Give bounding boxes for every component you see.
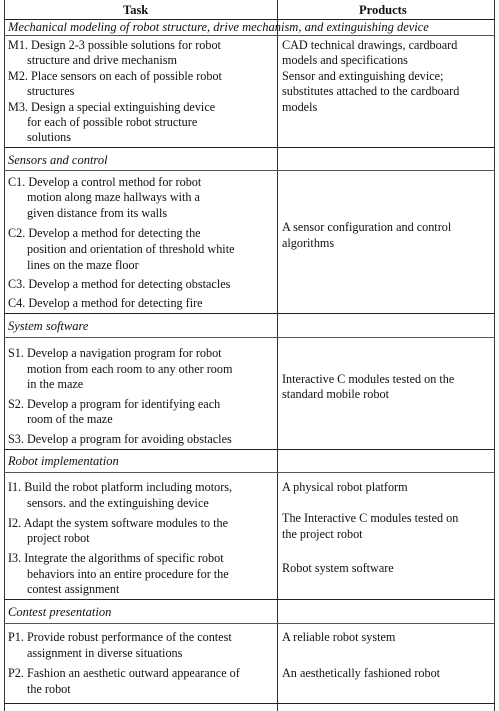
- task-line: C3. Develop a method for detecting obstacles: [8, 277, 231, 291]
- task-line: room of the maze: [27, 412, 113, 426]
- task-line: structure and drive mechanism: [27, 53, 177, 67]
- product-line: A sensor configuration and control: [282, 220, 452, 234]
- product-line: CAD technical drawings, cardboard: [282, 38, 458, 52]
- product-line: models: [282, 100, 318, 114]
- task-line: C1. Develop a control method for robot: [8, 175, 202, 189]
- product-line: Sensor and extinguishing device;: [282, 69, 444, 83]
- task-line: I3. Integrate the algorithms of specific robot: [8, 551, 224, 565]
- task-line: P1. Provide robust performance of the contest: [8, 630, 232, 644]
- product-line: substitutes attached to the cardboard: [282, 84, 460, 98]
- header-task: Task: [123, 3, 149, 17]
- column-divider: [277, 0, 278, 711]
- section-rule: [4, 449, 495, 450]
- task-line: C4. Develop a method for detecting fire: [8, 296, 203, 310]
- task-line: motion along maze hallways with a: [27, 190, 200, 204]
- section-rule: [4, 623, 495, 624]
- section-rule: [4, 337, 495, 338]
- task-line: S3. Develop a program for avoiding obstacles: [8, 432, 232, 446]
- product-line: The Interactive C modules tested on: [282, 511, 459, 525]
- product-line: the project robot: [282, 527, 363, 541]
- section-title: Mechanical modeling of robot structure, drive mechanism, and extinguishing device: [8, 20, 429, 34]
- task-line: M3. Design a special extinguishing device: [8, 100, 216, 114]
- task-line: S2. Develop a program for identifying each: [8, 397, 221, 411]
- task-line: I1. Build the robot platform including motors,: [8, 480, 233, 494]
- task-line: behaviors into an entire procedure for the: [27, 567, 229, 581]
- section-rule: [4, 147, 495, 148]
- task-line: structures: [27, 84, 75, 98]
- right-border: [494, 0, 495, 711]
- section-title: Sensors and control: [8, 153, 108, 167]
- task-line: in the maze: [27, 377, 84, 391]
- section-title: Robot implementation: [8, 454, 119, 468]
- product-line: A reliable robot system: [282, 630, 396, 644]
- product-line: algorithms: [282, 236, 335, 250]
- task-line: for each of possible robot structure: [27, 115, 198, 129]
- task-line: contest assignment: [27, 582, 120, 596]
- task-line: lines on the maze floor: [27, 258, 139, 272]
- section-title: System software: [8, 319, 89, 333]
- section-rule: [4, 599, 495, 600]
- section-rule: [4, 313, 495, 314]
- task-line: project robot: [27, 531, 90, 545]
- product-line: An aesthetically fashioned robot: [282, 666, 441, 680]
- section-rule: [4, 170, 495, 171]
- task-line: motion from each room to any other room: [27, 362, 233, 376]
- task-line: the robot: [27, 682, 71, 696]
- product-line: A physical robot platform: [282, 480, 408, 494]
- task-line: S1. Develop a navigation program for robot: [8, 346, 222, 360]
- task-line: C2. Develop a method for detecting the: [8, 226, 201, 240]
- task-line: given distance from its walls: [27, 206, 168, 220]
- task-line: solutions: [27, 130, 72, 144]
- left-border: [4, 0, 5, 711]
- task-line: I2. Adapt the system software modules to the: [8, 516, 229, 530]
- section-rule: [4, 472, 495, 473]
- header-products: Products: [359, 3, 407, 17]
- section-title: Contest presentation: [8, 605, 112, 619]
- product-line: standard mobile robot: [282, 387, 389, 401]
- task-line: position and orientation of threshold white: [27, 242, 235, 256]
- section-rule: [4, 35, 495, 36]
- task-line: assignment in diverse situations: [27, 646, 183, 660]
- task-line: sensors. and the extinguishing device: [27, 496, 209, 510]
- product-line: Interactive C modules tested on the: [282, 372, 455, 386]
- task-line: P2. Fashion an aesthetic outward appearance of: [8, 666, 240, 680]
- task-line: M1. Design 2-3 possible solutions for robot: [8, 38, 221, 52]
- product-line: models and specifications: [282, 53, 408, 67]
- table-bottom-rule: [4, 703, 495, 704]
- product-line: Robot system software: [282, 561, 394, 575]
- task-line: M2. Place sensors on each of possible robot: [8, 69, 222, 83]
